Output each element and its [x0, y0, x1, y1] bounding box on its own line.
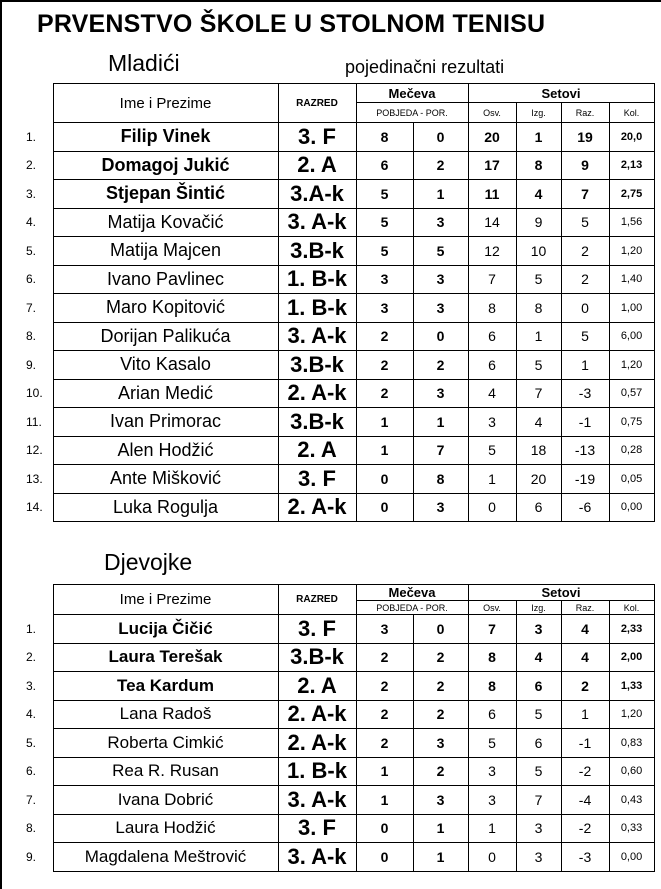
header-ratio: Kol.: [609, 601, 654, 615]
rank-cell: 3.: [26, 186, 37, 201]
header-won: Osv.: [468, 103, 516, 123]
class-cell: 3. F: [278, 465, 356, 494]
sets-diff-cell: -3: [561, 843, 609, 872]
sets-diff-cell: 9: [561, 151, 609, 180]
sets-lost-cell: 4: [516, 408, 561, 437]
sets-diff-cell: 19: [561, 123, 609, 152]
table-row: [20, 322, 654, 351]
sets-won-cell: 1: [468, 465, 516, 494]
sets-diff-cell: 5: [561, 322, 609, 351]
name-cell: Ante Mišković: [53, 465, 278, 494]
class-cell: 3.A-k: [278, 180, 356, 209]
class-cell: 2. A-k: [278, 493, 356, 522]
losses-cell: 3: [413, 493, 468, 522]
wins-cell: 2: [356, 672, 413, 701]
ratio-cell: 0,28: [609, 436, 654, 465]
table-row: [20, 379, 654, 408]
boys-results-table: [20, 83, 655, 522]
table-row: [20, 729, 654, 758]
losses-cell: 3: [413, 379, 468, 408]
boys-subheading: pojedinačni rezultati: [345, 57, 505, 77]
sets-lost-cell: 6: [516, 493, 561, 522]
name-cell: Roberta Cimkić: [53, 729, 278, 758]
ratio-cell: 1,00: [609, 294, 654, 323]
table-row: [20, 123, 654, 152]
name-cell: Laura Terešak: [53, 643, 278, 672]
boys-heading: Mladići: [108, 50, 180, 76]
ratio-cell: 1,20: [609, 351, 654, 380]
girls-results-table: [20, 584, 655, 872]
name-cell: Vito Kasalo: [53, 351, 278, 380]
corner-cell: [20, 84, 53, 123]
table-row: [20, 465, 654, 494]
name-cell: Arian Medić: [53, 379, 278, 408]
ratio-cell: 2,33: [609, 615, 654, 644]
class-cell: 3. F: [278, 814, 356, 843]
sets-diff-cell: 4: [561, 615, 609, 644]
sets-won-cell: 3: [468, 757, 516, 786]
header-diff: Raz.: [561, 103, 609, 123]
name-cell: Lana Radoš: [53, 700, 278, 729]
sets-lost-cell: 6: [516, 729, 561, 758]
class-cell: 2. A: [278, 151, 356, 180]
losses-cell: 3: [413, 729, 468, 758]
table-row: [20, 757, 654, 786]
header-diff: Raz.: [561, 601, 609, 615]
header-name: Ime i Prezime: [53, 84, 278, 123]
sets-diff-cell: -19: [561, 465, 609, 494]
losses-cell: 3: [413, 208, 468, 237]
class-cell: 2. A-k: [278, 379, 356, 408]
wins-cell: 3: [356, 615, 413, 644]
class-cell: 3.B-k: [278, 237, 356, 266]
sets-lost-cell: 4: [516, 180, 561, 209]
table-row: [20, 180, 654, 209]
name-cell: Maro Kopitović: [53, 294, 278, 323]
sets-won-cell: 1: [468, 814, 516, 843]
wins-cell: 3: [356, 294, 413, 323]
ratio-cell: 0,83: [609, 729, 654, 758]
class-cell: 3. A-k: [278, 786, 356, 815]
ratio-cell: 6,00: [609, 322, 654, 351]
header-class: RAZRED: [278, 84, 356, 123]
name-cell: Dorijan Palikuća: [53, 322, 278, 351]
ratio-cell: 1,20: [609, 700, 654, 729]
sets-won-cell: 3: [468, 408, 516, 437]
ratio-cell: 0,57: [609, 379, 654, 408]
sets-diff-cell: 1: [561, 351, 609, 380]
sets-diff-cell: -3: [561, 379, 609, 408]
ratio-cell: 0,33: [609, 814, 654, 843]
sets-lost-cell: 7: [516, 379, 561, 408]
sets-won-cell: 5: [468, 436, 516, 465]
wins-cell: 2: [356, 643, 413, 672]
rank-cell: 13.: [26, 471, 43, 486]
table-row: [20, 351, 654, 380]
class-cell: 1. B-k: [278, 294, 356, 323]
table-row: [20, 643, 654, 672]
losses-cell: 3: [413, 294, 468, 323]
sets-lost-cell: 5: [516, 351, 561, 380]
wins-cell: 0: [356, 843, 413, 872]
corner-cell: [20, 585, 53, 615]
class-cell: 3. F: [278, 615, 356, 644]
wins-cell: 8: [356, 123, 413, 152]
sets-diff-cell: -2: [561, 814, 609, 843]
losses-cell: 8: [413, 465, 468, 494]
losses-cell: 5: [413, 237, 468, 266]
ratio-cell: 1,20: [609, 237, 654, 266]
wins-cell: 5: [356, 208, 413, 237]
class-cell: 1. B-k: [278, 265, 356, 294]
sets-won-cell: 0: [468, 493, 516, 522]
header-sets: Setovi: [468, 585, 654, 601]
wins-cell: 2: [356, 729, 413, 758]
sets-diff-cell: 2: [561, 672, 609, 701]
sets-diff-cell: 2: [561, 265, 609, 294]
sets-diff-cell: 5: [561, 208, 609, 237]
rank-cell: 9.: [26, 357, 37, 372]
wins-cell: 2: [356, 379, 413, 408]
losses-cell: 1: [413, 408, 468, 437]
ratio-cell: 0,43: [609, 786, 654, 815]
sets-won-cell: 17: [468, 151, 516, 180]
sets-diff-cell: -6: [561, 493, 609, 522]
ratio-cell: 0,60: [609, 757, 654, 786]
sets-lost-cell: 5: [516, 265, 561, 294]
rank-cell: 9.: [26, 849, 37, 864]
name-cell: Laura Hodžić: [53, 814, 278, 843]
ratio-cell: 2,75: [609, 180, 654, 209]
class-cell: 3.B-k: [278, 351, 356, 380]
ratio-cell: 20,0: [609, 123, 654, 152]
ratio-cell: 1,40: [609, 265, 654, 294]
name-cell: Matija Kovačić: [53, 208, 278, 237]
name-cell: Rea R. Rusan: [53, 757, 278, 786]
name-cell: Ivano Pavlinec: [53, 265, 278, 294]
losses-cell: 2: [413, 351, 468, 380]
table-row: [20, 700, 654, 729]
header-matches: Mečeva: [356, 84, 468, 103]
sets-won-cell: 6: [468, 351, 516, 380]
sets-won-cell: 8: [468, 643, 516, 672]
class-cell: 2. A-k: [278, 700, 356, 729]
losses-cell: 1: [413, 814, 468, 843]
sets-won-cell: 6: [468, 322, 516, 351]
rank-cell: 4.: [26, 215, 37, 230]
losses-cell: 3: [413, 265, 468, 294]
rank-cell: 5.: [26, 243, 37, 258]
header-class: RAZRED: [278, 585, 356, 615]
sets-lost-cell: 5: [516, 757, 561, 786]
header-lost: Izg.: [516, 601, 561, 615]
table-row: [20, 151, 654, 180]
sets-lost-cell: 1: [516, 322, 561, 351]
table-row: [20, 786, 654, 815]
rank-cell: 3.: [26, 678, 37, 693]
wins-cell: 3: [356, 265, 413, 294]
sets-lost-cell: 10: [516, 237, 561, 266]
ratio-cell: 0,00: [609, 493, 654, 522]
rank-cell: 6.: [26, 272, 37, 287]
sets-won-cell: 20: [468, 123, 516, 152]
sets-lost-cell: 6: [516, 672, 561, 701]
class-cell: 3. A-k: [278, 843, 356, 872]
rank-cell: 4.: [26, 707, 37, 722]
header-win-loss: POBJEDA - POR.: [356, 601, 468, 615]
losses-cell: 7: [413, 436, 468, 465]
table-row: [20, 408, 654, 437]
rank-cell: 11.: [26, 414, 42, 429]
class-cell: 2. A: [278, 436, 356, 465]
name-cell: Luka Rogulja: [53, 493, 278, 522]
name-cell: Stjepan Šintić: [53, 180, 278, 209]
ratio-cell: 0,75: [609, 408, 654, 437]
wins-cell: 2: [356, 351, 413, 380]
rank-cell: 7.: [26, 300, 37, 315]
rank-cell: 5.: [26, 735, 37, 750]
rank-cell: 1.: [26, 621, 37, 636]
rank-cell: 7.: [26, 792, 37, 807]
wins-cell: 1: [356, 436, 413, 465]
sets-lost-cell: 8: [516, 151, 561, 180]
class-cell: 3.B-k: [278, 643, 356, 672]
losses-cell: 2: [413, 757, 468, 786]
sets-diff-cell: -2: [561, 757, 609, 786]
name-cell: Alen Hodžić: [53, 436, 278, 465]
ratio-cell: 0,05: [609, 465, 654, 494]
sets-lost-cell: 3: [516, 615, 561, 644]
sets-won-cell: 6: [468, 700, 516, 729]
class-cell: 2. A-k: [278, 729, 356, 758]
wins-cell: 5: [356, 180, 413, 209]
wins-cell: 0: [356, 493, 413, 522]
name-cell: Matija Majcen: [53, 237, 278, 266]
name-cell: Ivana Dobrić: [53, 786, 278, 815]
sets-won-cell: 14: [468, 208, 516, 237]
sets-diff-cell: 1: [561, 700, 609, 729]
header-ratio: Kol.: [609, 103, 654, 123]
wins-cell: 2: [356, 700, 413, 729]
sets-won-cell: 4: [468, 379, 516, 408]
header-sets: Setovi: [468, 84, 654, 103]
losses-cell: 1: [413, 843, 468, 872]
name-cell: Filip Vinek: [53, 123, 278, 152]
losses-cell: 0: [413, 322, 468, 351]
ratio-cell: 2,13: [609, 151, 654, 180]
table-row: [20, 237, 654, 266]
table-row: [20, 493, 654, 522]
sets-lost-cell: 3: [516, 814, 561, 843]
class-cell: 3. A-k: [278, 322, 356, 351]
wins-cell: 6: [356, 151, 413, 180]
sets-lost-cell: 4: [516, 643, 561, 672]
sets-lost-cell: 7: [516, 786, 561, 815]
header-name: Ime i Prezime: [53, 585, 278, 615]
header-won: Osv.: [468, 601, 516, 615]
rank-cell: 2.: [26, 650, 37, 665]
rank-cell: 1.: [26, 129, 37, 144]
ratio-cell: 2,00: [609, 643, 654, 672]
rank-cell: 6.: [26, 764, 37, 779]
rank-cell: 8.: [26, 821, 37, 836]
table-row: [20, 436, 654, 465]
sets-lost-cell: 9: [516, 208, 561, 237]
wins-cell: 5: [356, 237, 413, 266]
class-cell: 1. B-k: [278, 757, 356, 786]
sets-won-cell: 5: [468, 729, 516, 758]
table-row: [20, 672, 654, 701]
name-cell: Ivan Primorac: [53, 408, 278, 437]
table-row: [20, 615, 654, 644]
losses-cell: 3: [413, 786, 468, 815]
sets-lost-cell: 5: [516, 700, 561, 729]
sets-won-cell: 12: [468, 237, 516, 266]
sets-diff-cell: 4: [561, 643, 609, 672]
girls-heading: Djevojke: [104, 549, 193, 575]
sets-won-cell: 11: [468, 180, 516, 209]
table-row: [20, 208, 654, 237]
name-cell: Lucija Čičić: [53, 615, 278, 644]
losses-cell: 2: [413, 151, 468, 180]
wins-cell: 0: [356, 814, 413, 843]
sets-won-cell: 8: [468, 672, 516, 701]
ratio-cell: 1,56: [609, 208, 654, 237]
header-matches: Mečeva: [356, 585, 468, 601]
wins-cell: 1: [356, 408, 413, 437]
class-cell: 2. A: [278, 672, 356, 701]
sets-diff-cell: 2: [561, 237, 609, 266]
sets-won-cell: 8: [468, 294, 516, 323]
sets-lost-cell: 8: [516, 294, 561, 323]
sets-diff-cell: -1: [561, 408, 609, 437]
sets-diff-cell: -1: [561, 729, 609, 758]
sets-diff-cell: -13: [561, 436, 609, 465]
name-cell: Domagoj Jukić: [53, 151, 278, 180]
name-cell: Tea Kardum: [53, 672, 278, 701]
sets-lost-cell: 20: [516, 465, 561, 494]
losses-cell: 0: [413, 123, 468, 152]
table-row: [20, 265, 654, 294]
sets-diff-cell: 0: [561, 294, 609, 323]
losses-cell: 0: [413, 615, 468, 644]
wins-cell: 2: [356, 322, 413, 351]
sets-lost-cell: 18: [516, 436, 561, 465]
sets-won-cell: 3: [468, 786, 516, 815]
table-row: [20, 294, 654, 323]
sets-won-cell: 7: [468, 265, 516, 294]
ratio-cell: 0,00: [609, 843, 654, 872]
sets-won-cell: 7: [468, 615, 516, 644]
wins-cell: 0: [356, 465, 413, 494]
sets-diff-cell: 7: [561, 180, 609, 209]
name-cell: Magdalena Meštrović: [53, 843, 278, 872]
class-cell: 3. F: [278, 123, 356, 152]
wins-cell: 1: [356, 786, 413, 815]
sets-won-cell: 0: [468, 843, 516, 872]
table-row: [20, 814, 654, 843]
rank-cell: 8.: [26, 329, 37, 344]
rank-cell: 10.: [26, 386, 43, 401]
sets-lost-cell: 3: [516, 843, 561, 872]
sets-lost-cell: 1: [516, 123, 561, 152]
class-cell: 3.B-k: [278, 408, 356, 437]
losses-cell: 2: [413, 700, 468, 729]
rank-cell: 2.: [26, 158, 37, 173]
rank-cell: 14.: [26, 500, 43, 515]
page-title: PRVENSTVO ŠKOLE U STOLNOM TENISU: [37, 10, 546, 38]
rank-cell: 12.: [26, 443, 43, 458]
losses-cell: 2: [413, 643, 468, 672]
table-row: [20, 843, 654, 872]
losses-cell: 1: [413, 180, 468, 209]
wins-cell: 1: [356, 757, 413, 786]
ratio-cell: 1,33: [609, 672, 654, 701]
losses-cell: 2: [413, 672, 468, 701]
header-lost: Izg.: [516, 103, 561, 123]
class-cell: 3. A-k: [278, 208, 356, 237]
header-win-loss: POBJEDA - POR.: [356, 103, 468, 123]
sets-diff-cell: -4: [561, 786, 609, 815]
